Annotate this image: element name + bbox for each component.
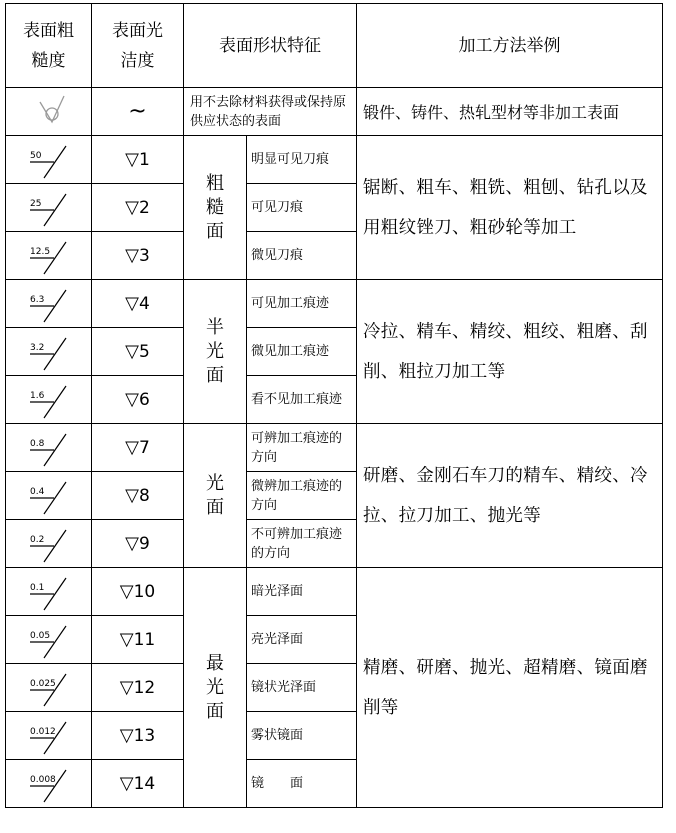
no-removal-symbol [6, 88, 92, 136]
finish-grade [92, 664, 184, 712]
surface-feature: 微见加工痕迹 [247, 328, 357, 376]
surface-category-char: 面 [206, 700, 224, 722]
roughness-value: 50 [30, 150, 42, 161]
surface-feature: 微辨加工痕迹的方向 [247, 472, 357, 520]
finish-triangle-icon: ▽ [125, 293, 139, 314]
roughness-symbol [6, 472, 92, 520]
finish-grade [92, 280, 184, 328]
surface-category-char: 糙 [206, 196, 224, 218]
finish-grade [92, 760, 184, 808]
roughness-symbol [6, 520, 92, 568]
finish-triangle-icon: ▽ [119, 725, 134, 746]
surface-category-char: 面 [206, 496, 224, 518]
header-finish: 表面光 洁度 [92, 4, 184, 88]
roughness-symbol [6, 280, 92, 328]
finish-grade [92, 184, 184, 232]
finish-grade-number: 8 [139, 486, 150, 506]
finish-grade-number: 1 [139, 150, 150, 170]
surface-feature: 镜状光泽面 [247, 664, 357, 712]
surface-feature: 可见加工痕迹 [247, 280, 357, 328]
roughness-check-icon [8, 474, 78, 518]
roughness-symbol [6, 136, 92, 184]
roughness-symbol [6, 568, 92, 616]
surface-feature: 看不见加工痕迹 [247, 376, 357, 424]
finish-grade [92, 520, 184, 568]
header-feature: 表面形状特征 [184, 4, 357, 88]
surface-feature: 可辨加工痕迹的方向 [247, 424, 357, 472]
surface-feature: 亮光泽面 [247, 616, 357, 664]
machining-method: 锯断、粗车、粗铣、粗刨、钻孔以及用粗纹锉刀、粗砂轮等加工 [357, 136, 663, 280]
roughness-check-icon [8, 426, 78, 470]
roughness-check-icon [8, 570, 78, 614]
roughness-check-icon [8, 234, 78, 278]
surface-category-char: 半 [206, 316, 224, 338]
roughness-check-icon [8, 762, 78, 806]
table-row [6, 280, 663, 328]
roughness-value: 0.025 [30, 678, 56, 689]
finish-grade-number: 2 [139, 198, 150, 218]
machining-method: 精磨、研磨、抛光、超精磨、镜面磨削等 [357, 568, 663, 808]
finish-grade [92, 568, 184, 616]
roughness-value: 0.1 [30, 582, 45, 593]
finish-grade-number: 14 [133, 774, 156, 794]
finish-grade [92, 232, 184, 280]
finish-triangle-icon: ▽ [125, 437, 139, 458]
roughness-value: 0.2 [30, 534, 45, 545]
roughness-symbol [6, 616, 92, 664]
roughness-check-icon [8, 330, 78, 374]
surface-category [184, 568, 247, 808]
finish-grade-number: 13 [133, 726, 156, 746]
no-removal-icon [20, 90, 80, 130]
finish-grade-number: 9 [139, 534, 150, 554]
surface-category-char: 粗 [206, 172, 224, 194]
finish-grade-number: 3 [139, 246, 150, 266]
finish-grade [92, 328, 184, 376]
finish-grade [92, 424, 184, 472]
roughness-value: 0.012 [30, 726, 56, 737]
surface-category-char: 光 [206, 340, 224, 362]
first-row-feature: 用不去除材料获得或保持原供应状态的表面 [184, 88, 357, 136]
finish-triangle-icon: ▽ [125, 245, 139, 266]
roughness-value: 0.8 [30, 438, 45, 449]
roughness-symbol [6, 232, 92, 280]
header-roughness: 表面粗 糙度 [6, 4, 92, 88]
roughness-symbol [6, 664, 92, 712]
machining-method: 研磨、金刚石车刀的精车、精绞、冷拉、拉刀加工、抛光等 [357, 424, 663, 568]
surface-category [184, 136, 247, 280]
machining-method: 冷拉、精车、精绞、粗绞、粗磨、刮削、粗拉刀加工等 [357, 280, 663, 424]
roughness-symbol [6, 760, 92, 808]
roughness-check-icon [8, 714, 78, 758]
roughness-check-icon [8, 282, 78, 326]
finish-grade [92, 376, 184, 424]
finish-grade [92, 616, 184, 664]
roughness-value: 6.3 [30, 294, 45, 305]
surface-category-char: 面 [206, 364, 224, 386]
roughness-check-icon [8, 666, 78, 710]
roughness-check-icon [8, 618, 78, 662]
first-row-method: 锻件、铸件、热轧型材等非加工表面 [357, 88, 663, 136]
roughness-table [5, 3, 663, 808]
table-row [6, 136, 663, 184]
surface-category [184, 424, 247, 568]
finish-triangle-icon: ▽ [119, 629, 134, 650]
header-method: 加工方法举例 [357, 4, 663, 88]
finish-triangle-icon: ▽ [119, 581, 134, 602]
finish-triangle-icon: ▽ [125, 485, 139, 506]
finish-grade-number: 4 [139, 294, 150, 314]
finish-triangle-icon: ▽ [125, 197, 139, 218]
finish-grade-number: 7 [139, 438, 150, 458]
roughness-value: 1.6 [30, 390, 45, 401]
roughness-value: 0.05 [30, 630, 51, 641]
surface-feature: 不可辨加工痕迹的方向 [247, 520, 357, 568]
surface-category [184, 280, 247, 424]
roughness-value: 25 [30, 198, 42, 209]
roughness-value: 0.008 [30, 774, 56, 785]
surface-category-char: 最 [206, 652, 224, 674]
finish-triangle-icon: ▽ [119, 677, 134, 698]
table-row [6, 424, 663, 472]
finish-grade-number: 10 [133, 582, 156, 602]
roughness-check-icon [8, 522, 78, 566]
surface-category-char: 光 [206, 472, 224, 494]
roughness-symbol [6, 328, 92, 376]
surface-feature: 明显可见刀痕 [247, 136, 357, 184]
surface-feature: 暗光泽面 [247, 568, 357, 616]
finish-triangle-icon: ▽ [125, 341, 139, 362]
surface-category-char: 面 [206, 220, 224, 242]
finish-grade-number: 5 [139, 342, 150, 362]
finish-grade-number: 11 [133, 630, 156, 650]
roughness-value: 3.2 [30, 342, 45, 353]
roughness-symbol [6, 376, 92, 424]
table-row [6, 568, 663, 616]
surface-feature: 可见刀痕 [247, 184, 357, 232]
surface-feature: 雾状镜面 [247, 712, 357, 760]
roughness-check-icon [8, 138, 78, 182]
roughness-symbol [6, 712, 92, 760]
roughness-value: 0.4 [30, 486, 45, 497]
finish-grade-number: 6 [139, 390, 150, 410]
finish-grade [92, 472, 184, 520]
roughness-symbol [6, 184, 92, 232]
roughness-check-icon [8, 186, 78, 230]
roughness-symbol [6, 424, 92, 472]
finish-triangle-icon: ▽ [125, 389, 139, 410]
finish-triangle-icon: ▽ [125, 149, 139, 170]
surface-category-char: 光 [206, 676, 224, 698]
surface-feature: 微见刀痕 [247, 232, 357, 280]
finish-grade [92, 712, 184, 760]
roughness-value: 12.5 [30, 246, 51, 257]
finish-triangle-icon: ▽ [119, 773, 134, 794]
finish-grade [92, 136, 184, 184]
roughness-check-icon [8, 378, 78, 422]
surface-feature: 镜 面 [247, 760, 357, 808]
finish-grade-number: 12 [133, 678, 156, 698]
first-row-finish: ~ [92, 88, 184, 136]
finish-triangle-icon: ▽ [125, 533, 139, 554]
